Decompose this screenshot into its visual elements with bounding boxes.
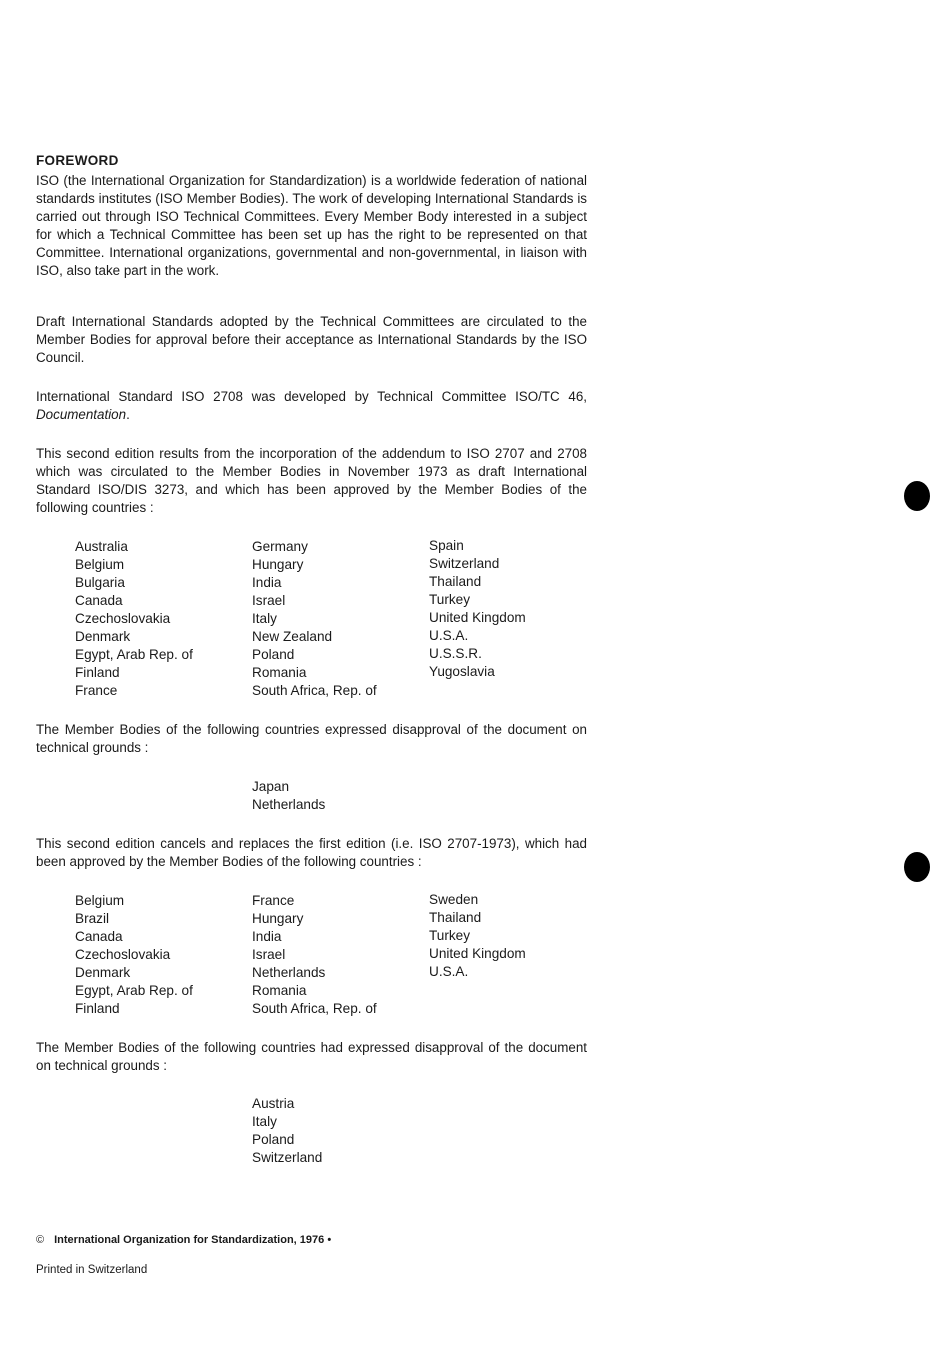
country: Canada xyxy=(75,929,123,944)
country: France xyxy=(75,683,118,698)
country: Poland xyxy=(252,1132,295,1147)
country: Hungary xyxy=(252,911,304,926)
country: Yugoslavia xyxy=(429,664,495,679)
country: Austria xyxy=(252,1096,295,1111)
disapproval-countries-1st xyxy=(252,1095,322,1167)
approval-1st-col2 xyxy=(252,892,377,1018)
country: Czechoslovakia xyxy=(75,611,171,626)
disapproval-paragraph-2nd: The Member Bodies of the following countries expressed disapproval of the document on technical grounds : xyxy=(36,722,587,755)
country: Bulgaria xyxy=(75,575,125,590)
country: Egypt, Arab Rep. of xyxy=(75,983,193,998)
country: Canada xyxy=(75,593,123,608)
intro-paragraph: ISO (the International Organization for Standardization) is a worldwide federation of national standards institutes (ISO Member Bodies). The work of developing International Standards is carried out through ISO Technical Committees. Every Member Body interested in a subject for which a Technical Committee has been set up has the right to be represented on that Committee. International organizations, governmental and non-governmental, in liaison with ISO, also take part in the work. xyxy=(36,173,587,278)
country: Switzerland xyxy=(429,556,500,571)
approval-2nd-col3 xyxy=(429,537,526,681)
development-end: . xyxy=(126,407,130,422)
punch-hole-icon xyxy=(904,481,930,511)
second-edition-paragraph: This second edition results from the incorporation of the addendum to ISO 2707 and 2708 which was circulated to the Member Bodies in November 1973 as draft International Standard ISO/DIS 3273, and which has been approved by the Member Bodies of the following countries : xyxy=(36,446,587,515)
country: Germany xyxy=(252,539,308,554)
country: United Kingdom xyxy=(429,946,526,961)
approval-1st-col3 xyxy=(429,891,526,981)
country: Spain xyxy=(429,538,464,553)
development-paragraph xyxy=(36,388,587,424)
approval-1st-col1 xyxy=(75,892,193,1018)
country: Thailand xyxy=(429,910,482,925)
country: Turkey xyxy=(429,592,471,607)
country: Brazil xyxy=(75,911,109,926)
country: Egypt, Arab Rep. of xyxy=(75,647,193,662)
country: Sweden xyxy=(429,892,479,907)
country: Italy xyxy=(252,611,277,626)
country: South Africa, Rep. of xyxy=(252,1001,377,1016)
country: Netherlands xyxy=(252,797,326,812)
country: Denmark xyxy=(75,629,131,644)
country: Denmark xyxy=(75,965,131,980)
foreword-heading: FOREWORD xyxy=(36,153,119,168)
country: France xyxy=(252,893,295,908)
country: Thailand xyxy=(429,574,482,589)
country: India xyxy=(252,929,282,944)
committee-name: Documentation xyxy=(36,407,127,422)
country: U.S.S.R. xyxy=(429,646,482,661)
country: New Zealand xyxy=(252,629,333,644)
printed-in: Printed in Switzerland xyxy=(36,1264,148,1276)
country: United Kingdom xyxy=(429,610,526,625)
country: Israel xyxy=(252,947,286,962)
first-edition-paragraph: This second edition cancels and replaces the first edition (i.e. ISO 2707-1973), which had been approved by the Member Bodies of the following countries : xyxy=(36,836,587,869)
country: Turkey xyxy=(429,928,471,943)
country: Belgium xyxy=(75,893,125,908)
approval-2nd-col2 xyxy=(252,538,377,700)
country: Poland xyxy=(252,647,295,662)
disapproval-countries-2nd xyxy=(252,778,325,814)
country: Czechoslovakia xyxy=(75,947,171,962)
country: Romania xyxy=(252,665,307,680)
copyright-text: International Organization for Standardization, 1976 • xyxy=(54,1234,332,1246)
country: Finland xyxy=(75,665,120,680)
country: Romania xyxy=(252,983,307,998)
copyright-icon: © xyxy=(36,1234,45,1246)
approval-2nd-col1 xyxy=(75,538,193,700)
country: Japan xyxy=(252,779,290,794)
country: South Africa, Rep. of xyxy=(252,683,377,698)
copyright-line xyxy=(36,1234,331,1246)
country: Netherlands xyxy=(252,965,326,980)
country: Switzerland xyxy=(252,1150,323,1165)
country: Hungary xyxy=(252,557,304,572)
country: Finland xyxy=(75,1001,120,1016)
country: U.S.A. xyxy=(429,964,469,979)
country: Australia xyxy=(75,539,128,554)
country: Belgium xyxy=(75,557,125,572)
country: Israel xyxy=(252,593,286,608)
draft-paragraph: Draft International Standards adopted by the Technical Committees are circulated to the Member Bodies for approval before their acceptance as International Standards by the ISO Council. xyxy=(36,314,587,365)
development-text: International Standard ISO 2708 was developed by Technical Committee ISO/TC 46, xyxy=(36,389,587,404)
country: U.S.A. xyxy=(429,628,469,643)
country: Italy xyxy=(252,1114,277,1129)
country: India xyxy=(252,575,282,590)
punch-hole-icon xyxy=(904,852,930,882)
disapproval-paragraph-1st: The Member Bodies of the following countries had expressed disapproval of the document on technical grounds : xyxy=(36,1040,587,1073)
